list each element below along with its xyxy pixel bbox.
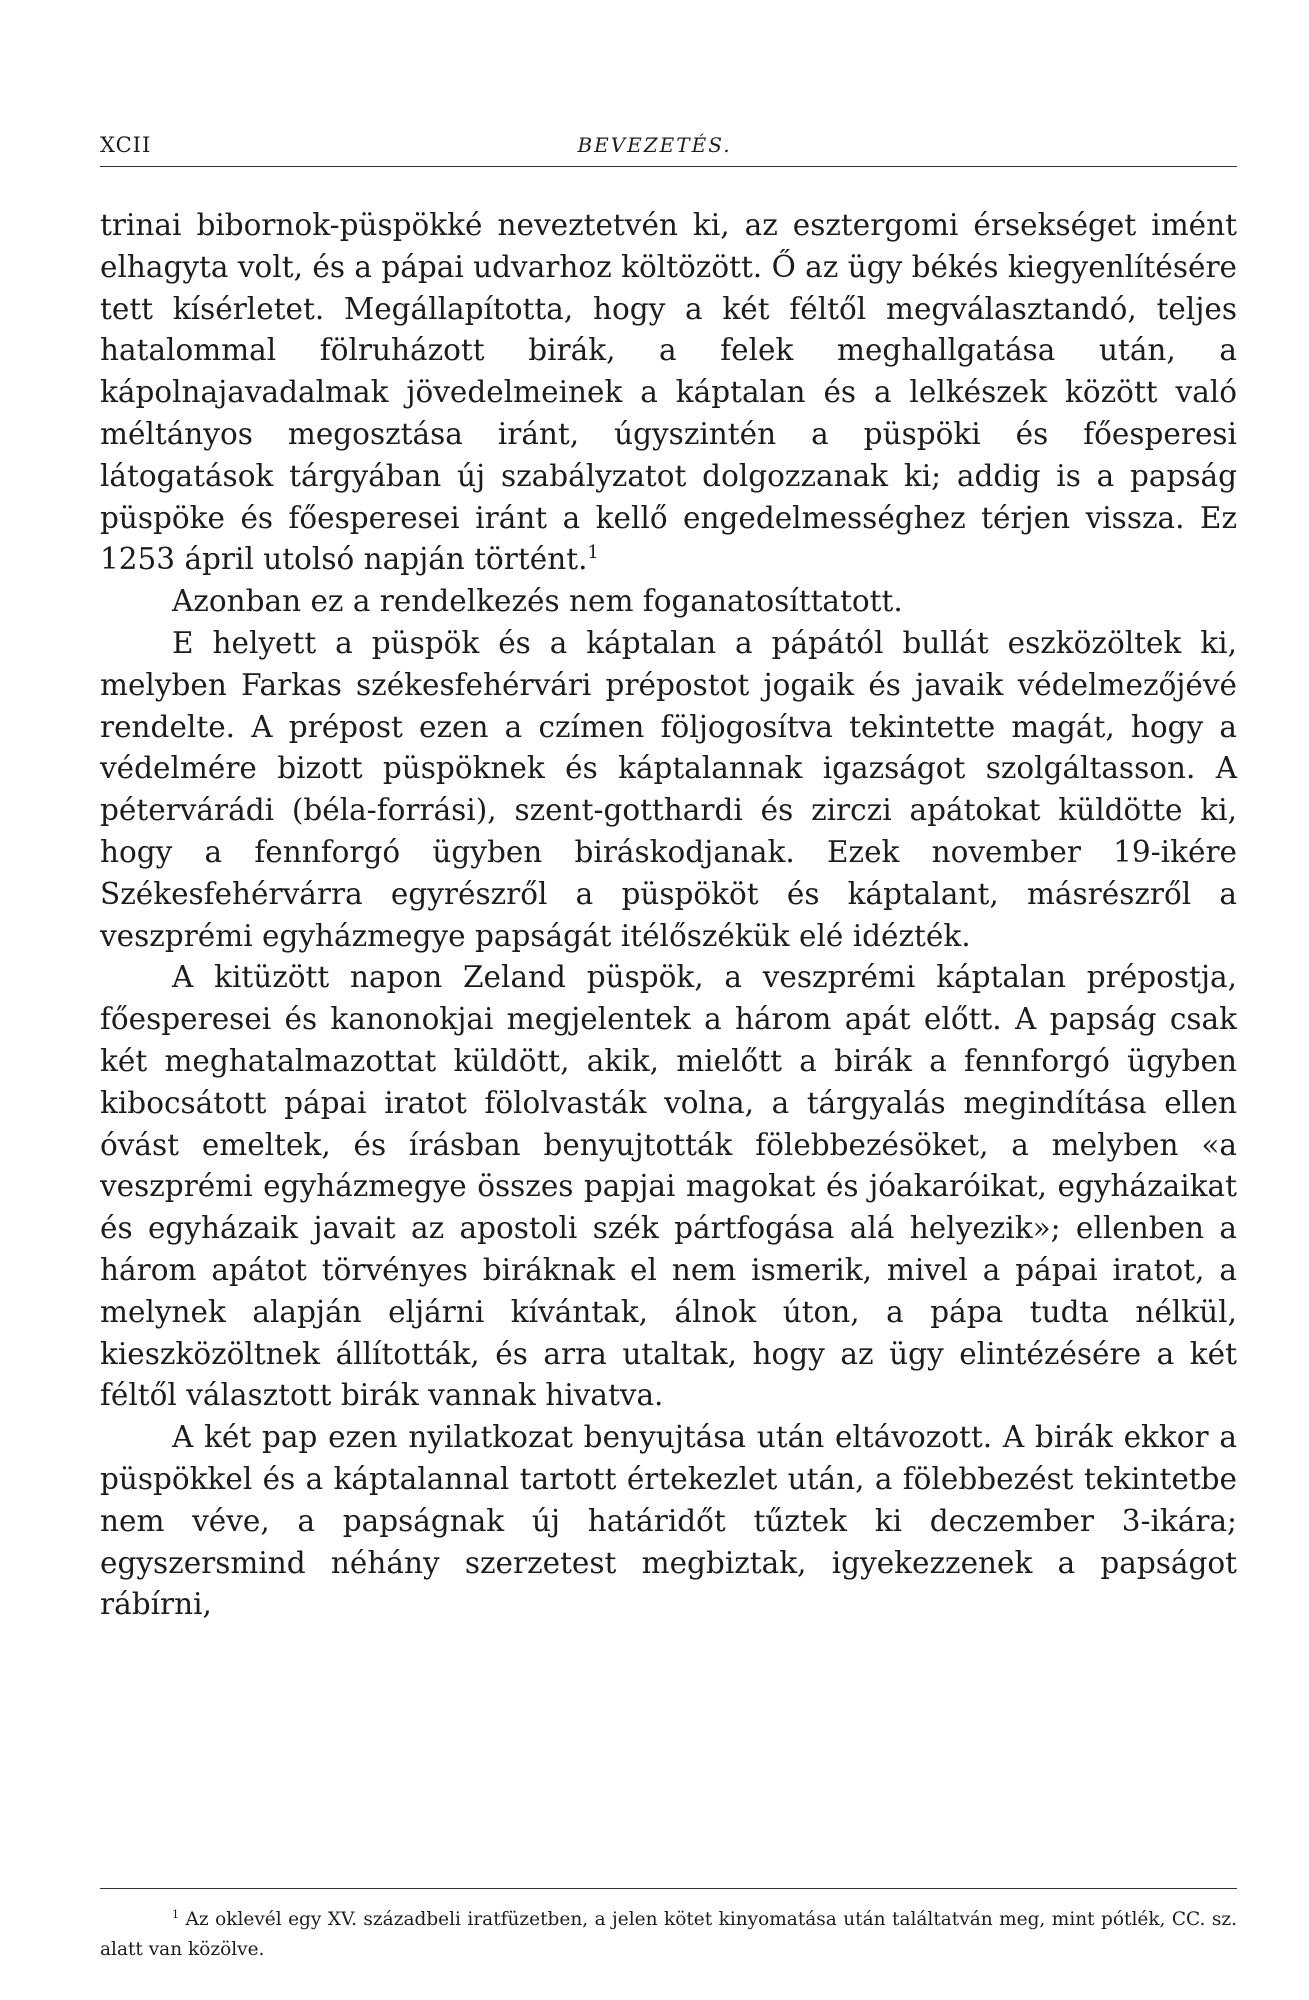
header-rule <box>100 166 1237 167</box>
paragraph: Azonban ez a rendelkezés nem foganatosíttatott. <box>172 584 903 619</box>
footnote <box>100 1905 1237 1965</box>
paragraph: A két pap ezen nyilatkozat benyujtása után eltávozott. A birák ekkor a püspökkel és a káptalannal tartott értekezlet után, a fölebbezést tekintetbe nem véve, a papságnak új határidőt tűztek ki deczember 3-ikára; egyszersmind néhány szerzetest megbiztak, igyekezzenek a papságot rábírni, <box>100 1420 1237 1622</box>
footnote-text: Az oklevél egy XV. századbeli iratfüzetben, a jelen kötet kinyomatása után találtatván meg, mint pótlék, CC. sz. alatt van közölve. <box>100 1909 1237 1960</box>
footnotes <box>100 1905 1237 1965</box>
footnote-mark: 1 <box>172 1907 180 1921</box>
page-header <box>100 133 1209 173</box>
paragraph: A kitüzött napon Zeland püspök, a veszprémi káptalan prépostja, főesperesei és kanonokjai megjelentek a három apát előtt. A papság csak két meghatalmazottat küldött, akik, mielőtt a birák a fennforgó ügyben kibocsátott pápai iratot fölolvasták volna, a tárgyalás megindítása ellen óvást emeltek, és írásban benyujtották fölebbezésöket, a melyben «a veszprémi egyházmegye összes papjai magokat és jóakaróikat, egyházaikat és egyházaik javait az apostoli szék pártfogása alá helyezik»; ellenben a három apátot törvényes biráknak el nem ismerik, mivel a pápai iratot, a melynek alapján eljárni kívántak, álnok úton, a pápa tudta nélkül, kieszközöltnek állították, és arra utaltak, hogy az ügy elintézésére a két féltől választott birák vannak hivatva. <box>100 960 1237 1413</box>
footnote-rule <box>100 1888 1237 1889</box>
paragraph: E helyett a püspök és a káptalan a pápától bullát eszközöltek ki, melyben Farkas székesfehérvári prépostot jogaik és javaik védelmezőjévé rendelte. A prépost ezen a czímen följogosítva tekintette magát, hogy a védelmére bizott püspöknek és káptalannak igazságot szolgáltasson. A pétervárádi (béla-forrási), szent-gotthardi és zirczi apátokat küldötte ki, hogy a fennforgó ügyben biráskodjanak. Ezek november 19-ikére Székesfehérvárra egyrészről a püspököt és káptalant, másrészről a veszprémi egyházmegye papságát itélőszékük elé idézték. <box>100 625 1237 953</box>
body-text <box>100 205 1237 1626</box>
paragraph-text: trinai bibornok-püspökké neveztetvén ki, az esztergomi érsekséget imént elhagyta volt, és a pápai udvarhoz költözött. Ő az ügy békés kiegyenlítésére tett kísérletet. Megállapította, hogy a két féltől megválasztandó, teljes hatalommal fölruházott birák, a felek meghallgatása után, a kápolnajavadalmak jövedelmeinek a káptalan és a lelkészek között való méltányos megosztása iránt, úgyszintén a püspöki és főesperesi látogatások tárgyában új szabályzatot dolgozzanak ki; addig is a papság püspöke és főesperesei iránt a kellő engedelmességhez térjen vissza. Ez 1253 ápril utolsó napján történt. <box>100 208 1237 577</box>
page-number: XCII <box>100 133 152 157</box>
running-title: BEVEZETÉS. <box>577 133 732 157</box>
paragraph <box>100 205 1237 581</box>
footnote-reference: 1 <box>587 543 599 564</box>
